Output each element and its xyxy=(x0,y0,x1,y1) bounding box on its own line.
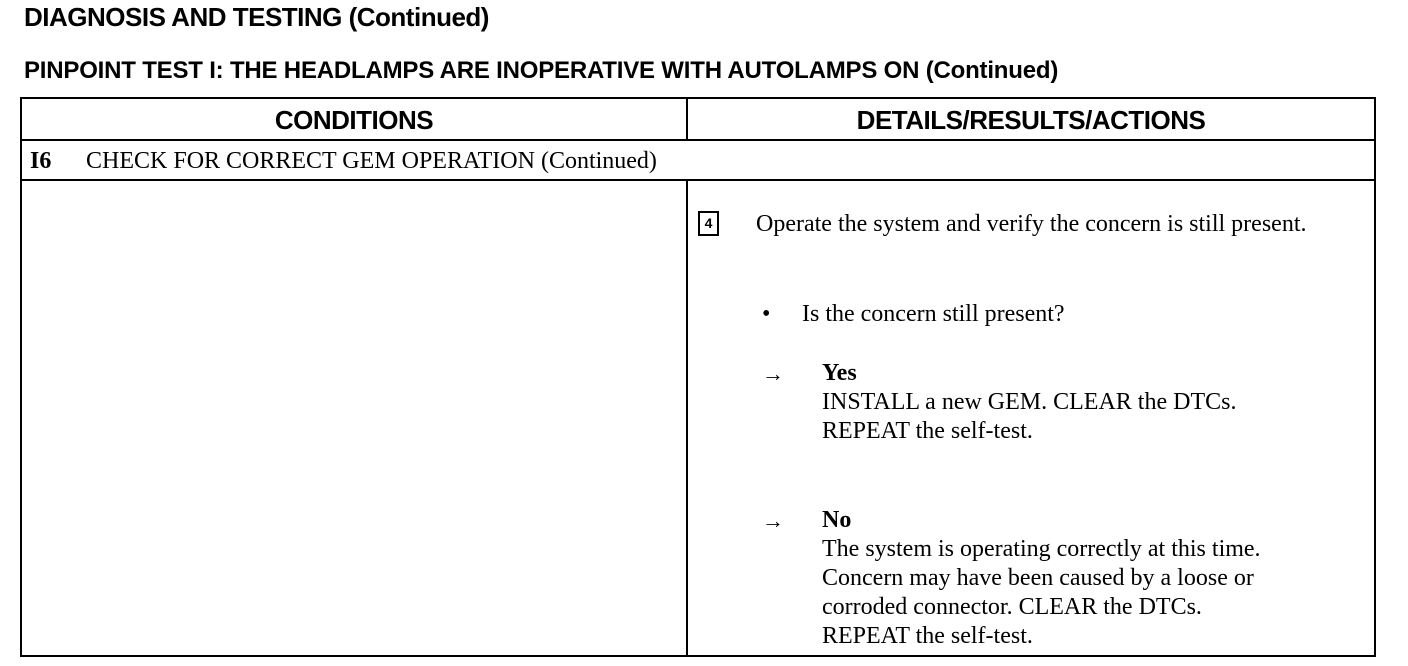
details-column-header: DETAILS/RESULTS/ACTIONS xyxy=(856,105,1206,135)
conditions-cell xyxy=(22,181,688,655)
question-item xyxy=(762,299,1065,329)
bullet-icon: • xyxy=(762,301,771,327)
details-cell xyxy=(688,181,1374,655)
table-header-row xyxy=(22,99,1374,141)
arrow-right-icon: → xyxy=(762,508,784,533)
answer-label-yes: Yes xyxy=(822,360,857,386)
pinpoint-test-table xyxy=(20,97,1376,657)
question-text: Is the concern still present? xyxy=(802,301,1065,327)
pinpoint-test-title: PINPOINT TEST I: THE HEADLAMPS ARE INOPERATIVE WITH AUTOLAMPS ON (Continued) xyxy=(24,57,1059,84)
answer-label-no: No xyxy=(822,507,852,533)
page-heading: DIAGNOSIS AND TESTING (Continued) xyxy=(24,2,489,32)
answer-text-yes: INSTALL a new GEM. CLEAR the DTCs. REPEAT the self-test. xyxy=(822,389,1237,444)
instruction-text: Operate the system and verify the concern is still present. xyxy=(756,211,1307,237)
step-row xyxy=(22,141,1374,181)
answer-text-no: The system is operating correctly at this time. Concern may have been caused by a loose or corroded connector. CLEAR the DTCs. REPEAT the self-test. xyxy=(822,536,1261,649)
step-id: I6 xyxy=(30,148,52,174)
conditions-column-header: CONDITIONS xyxy=(22,99,688,139)
step-title: CHECK FOR CORRECT GEM OPERATION (Continued) xyxy=(86,148,657,174)
arrow-right-icon: → xyxy=(762,361,784,386)
substep-number-box: 4 xyxy=(698,211,719,236)
